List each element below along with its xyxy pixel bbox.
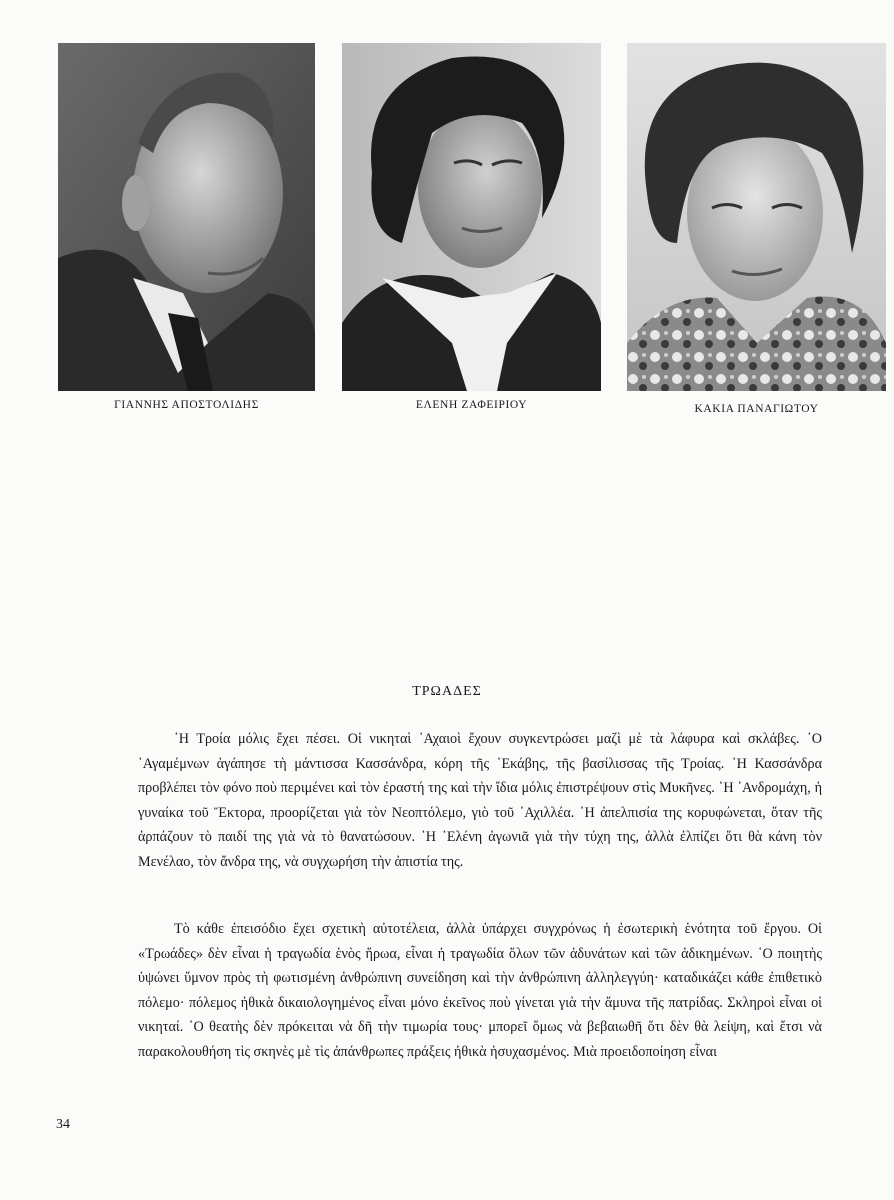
portrait-image bbox=[627, 43, 886, 391]
portrait-caption-3: ΚΑΚΙΑ ΠΑΝΑΓΙΩΤΟΥ bbox=[694, 403, 819, 415]
section-title: ΤΡΩΑΔΕΣ bbox=[412, 684, 482, 699]
portrait-photo-1 bbox=[58, 43, 315, 391]
portrait-photo-2 bbox=[342, 43, 601, 391]
body-paragraph-2: Τὸ κάθε ἐπεισόδιο ἔχει σχετικὴ αὐτοτέλεια, ἀλλὰ ὑπάρχει συγχρόνως ἡ ἐσωτερικὴ ἑνότητα τοῦ ἔργου. Οἱ «Τρωάδες» δὲν εἶναι ἡ τραγωδία ἑνὸς ἥρωα, εἶναι ἡ τραγωδία ὅλων τῶν ἀδυνάτων καὶ τῶν ἀδικημένων. ῾Ο ποιητὴς ὑψώνει ὕμνον πρὸς τὴ φωτισμένη ἀνθρώπινη συνείδηση καὶ τὴν ἀνθρώπινη ἀλληλεγγύη· καταδικάζει κάθε ἐπιθετικὸ πόλεμο· πόλεμος ἠθικὰ δικαιολογημένος εἶναι μόνο ἐκεῖνος ποὺ γίνεται γιὰ τὴν ἄμυνα τῆς πατρίδας. Σκληροὶ εἶναι οἱ νικηταί. ῾Ο θεατὴς δὲν πρόκειται νὰ δῆ τὴν τιμωρία τους· μπορεῖ ὅμως νὰ βεβαιωθῆ ὅτι δὲν θὰ λείψη, καὶ ἔτσι νὰ παρακολουθήση τὶς σκηνὲς μὲ τὶς ἀπάνθρωπες πράξεις ἠθικὰ ἡσυχασμένος. Μιὰ προειδοποίηση εἶναι bbox=[138, 921, 822, 1060]
portrait-caption-1: ΓΙΑΝΝΗΣ ΑΠΟΣΤΟΛΙΔΗΣ bbox=[114, 399, 259, 411]
portrait-image bbox=[342, 43, 601, 391]
page-number: 34 bbox=[56, 1117, 70, 1132]
portrait-image bbox=[58, 43, 315, 391]
portrait-caption-2: ΕΛΕΝΗ ΖΑΦΕΙΡΙΟΥ bbox=[415, 399, 528, 411]
body-paragraph-1: ῾Η Τροία μόλις ἔχει πέσει. Οἱ νικηταὶ ᾿Αχαιοὶ ἔχουν συγκεντρώσει μαζὶ μὲ τὰ λάφυρα καὶ σκλάβες. ῾Ο ᾿Αγαμέμνων ἀγάπησε τὴ μάντισσα Κασσάνδρα, κόρη τῆς ῾Εκάβης, τῆς βασίλισσας τῆς Τροίας. ῾Η Κασσάνδρα προβλέπει τὸν φόνο ποὺ περιμένει καὶ τὸν ἐραστή της καὶ τὴν ἴδια μόλις ἐπιστρέψουν στὶς Μυκῆνες. ῾Η ᾿Ανδρομάχη, ἡ γυναίκα τοῦ Ἕκτορα, προορίζεται γιὰ τὸν Νεοπτόλεμο, γιὸ τοῦ ᾿Αχιλλέα. ῾Η ἀπελπισία της κορυφώνεται, ὅταν τῆς ἁρπάζουν τὸ παιδί της γιὰ νὰ τὸ θανατώσουν. ῾Η ῾Ελένη ἀγωνιᾶ γιὰ τὴν τύχη της, ἀλλὰ ἐλπίζει ὅτι θὰ κάνη τὸν Μενέλαο, τὸν ἄνδρα της, νὰ συγχωρήση τὴν ἀπιστία της. bbox=[138, 731, 822, 870]
portrait-photo-3 bbox=[627, 43, 886, 391]
